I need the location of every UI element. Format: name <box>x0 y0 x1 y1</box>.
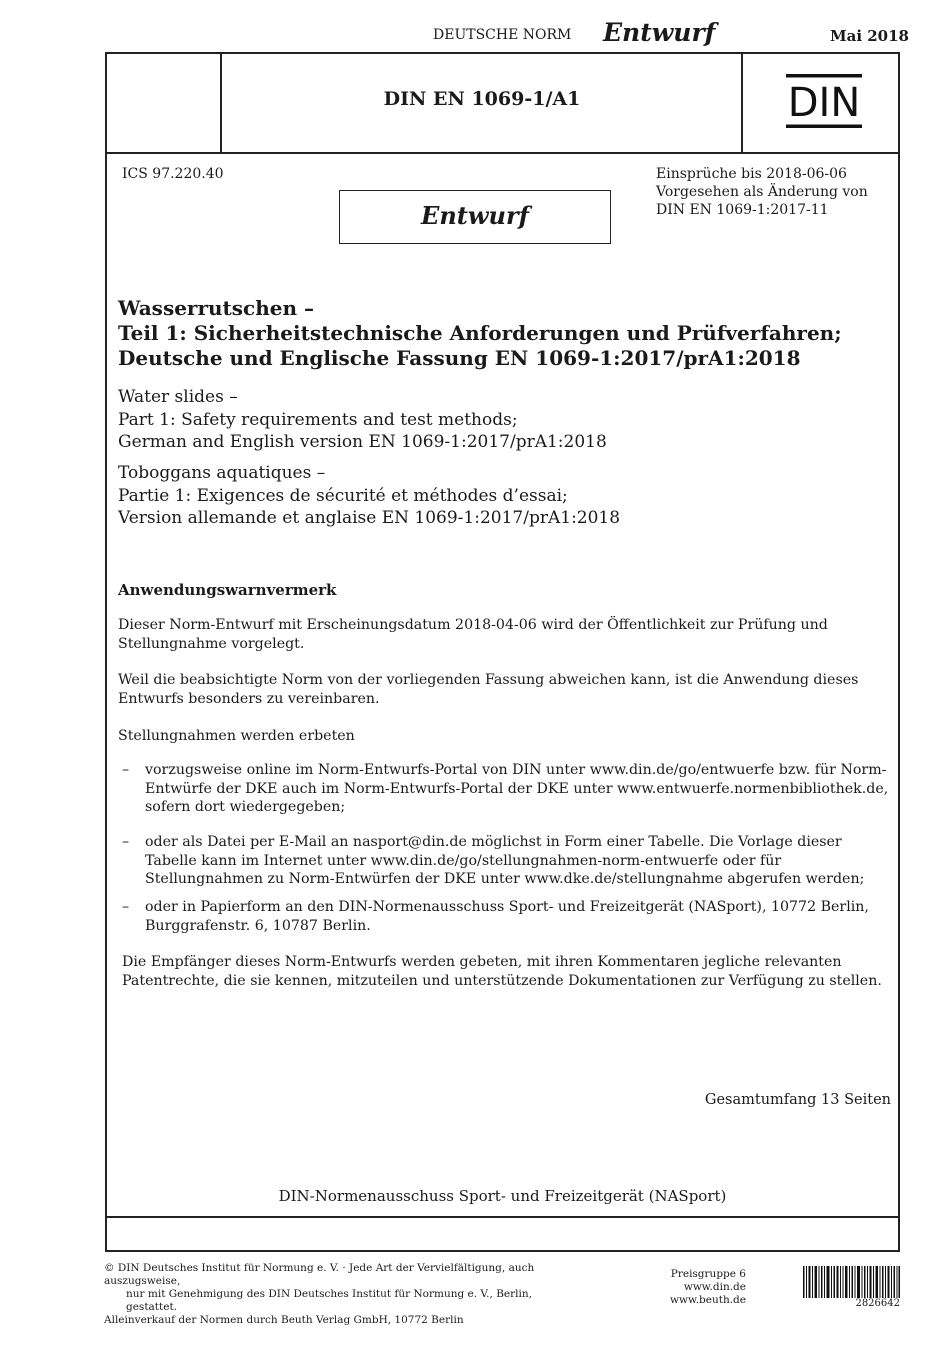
draft-box: Entwurf <box>339 190 611 244</box>
bullet-dash: – <box>122 899 130 915</box>
warning-paragraph: Dieser Norm-Entwurf mit Erscheinungsdatum 2018-04-06 wird der Öffentlichkeit zur Prüfung und Stellungnahme vorgelegt. <box>118 617 828 652</box>
bullet-item: vorzugsweise online im Norm-Entwurfs-Portal von DIN unter www.din.de/go/entwuerfe bzw. für Norm-Entwürfe der DKE auch im Norm-Entwurfs-Portal der DKE unter www.entwuerfe.normenbibliothek.de, sofern dort wiedergegeben; <box>145 762 889 815</box>
copyright-notice <box>104 1262 584 1327</box>
din-website-link[interactable]: www.din.de <box>683 1281 746 1293</box>
title-line: German and English version EN 1069-1:2017/prA1:2018 <box>118 432 607 452</box>
title-german <box>118 296 842 371</box>
warning-paragraph: Weil die beabsichtigte Norm von der vorliegenden Fassung abweichen kann, ist die Anwendung dieses Entwurfs besonders zu vereinbaren. <box>118 672 859 707</box>
barcode-number: 2826642 <box>855 1298 900 1309</box>
committee-divider <box>105 1216 900 1218</box>
committee-name: DIN-Normenausschuss Sport- und Freizeitgerät (NASport) <box>278 1187 727 1205</box>
header-divider <box>105 152 900 154</box>
title-line: Toboggans aquatiques – <box>118 463 326 483</box>
din-logo-text: DIN <box>787 80 861 126</box>
bullet-item: oder als Datei per E-Mail an nasport@din.de möglichst in Form einer Tabelle. Die Vorlage dieser Tabelle kann im Internet unter www.din.de/go/stellungnahmen-norm-entwuerfe oder für Stellungnahmen zu Norm-Entwürfen der DKE unter www.dke.de/stellungnahme abgerufen werden; <box>145 834 865 887</box>
title-line: Wasserrutschen – <box>118 296 314 320</box>
warning-paragraph: Stellungnahmen werden erbeten <box>118 728 355 744</box>
title-line: Version allemande et anglaise EN 1069-1:2017/prA1:2018 <box>118 508 621 528</box>
copyright-line: © DIN Deutsches Institut für Normung e. V. · Jede Art der Vervielfältigung, auch auszugsweise, <box>104 1262 535 1287</box>
objection-line: DIN EN 1069-1:2017-11 <box>656 202 829 218</box>
objection-line: Einsprüche bis 2018-06-06 <box>656 166 847 182</box>
title-line: Water slides – <box>118 387 238 407</box>
copyright-line: Alleinverkauf der Normen durch Beuth Verlag GmbH, 10772 Berlin <box>104 1314 464 1326</box>
bullet-item: oder in Papierform an den DIN-Normenausschuss Sport- und Freizeitgerät (NASport), 10772 Berlin, Burggrafenstr. 6, 10787 Berlin. <box>145 899 869 934</box>
title-english <box>118 386 607 454</box>
bullet-dash: – <box>122 834 130 850</box>
total-pages: Gesamtumfang 13 Seiten <box>704 1092 891 1108</box>
title-french <box>118 462 620 530</box>
publication-date: Mai 2018 <box>830 27 909 45</box>
din-logo <box>786 74 862 128</box>
price-group: Preisgruppe 6 <box>670 1268 746 1280</box>
objection-line: Vorgesehen als Änderung von <box>656 184 868 200</box>
status-label: Entwurf <box>603 18 716 47</box>
barcode <box>803 1266 900 1298</box>
document-number: DIN EN 1069-1/A1 <box>383 88 581 110</box>
copyright-line: nur mit Genehmigung des DIN Deutsches Institut für Normung e. V., Berlin, gestattet. <box>126 1288 532 1313</box>
title-line: Partie 1: Exigences de sécurité et méthodes d’essai; <box>118 485 568 506</box>
objection-info <box>656 165 868 219</box>
title-line: Deutsche und Englische Fassung EN 1069-1:2017/prA1:2018 <box>118 346 801 370</box>
bullet-dash: – <box>122 762 130 778</box>
warning-title: Anwendungswarnvermerk <box>118 581 337 599</box>
beuth-website-link[interactable]: www.beuth.de <box>669 1294 746 1306</box>
patent-paragraph: Die Empfänger dieses Norm-Entwurfs werden gebeten, mit ihren Kommentaren jegliche relevanten Patentrechte, die sie kennen, mitzuteilen und unterstützende Dokumentationen zur Verfügung zu stellen. <box>122 954 882 989</box>
norm-label: DEUTSCHE NORM <box>433 27 572 43</box>
title-line: Part 1: Safety requirements and test methods; <box>118 409 518 430</box>
title-line: Teil 1: Sicherheitstechnische Anforderungen und Prüfverfahren; <box>118 321 842 345</box>
ics-code: ICS 97.220.40 <box>122 166 224 182</box>
price-info <box>646 1268 746 1307</box>
